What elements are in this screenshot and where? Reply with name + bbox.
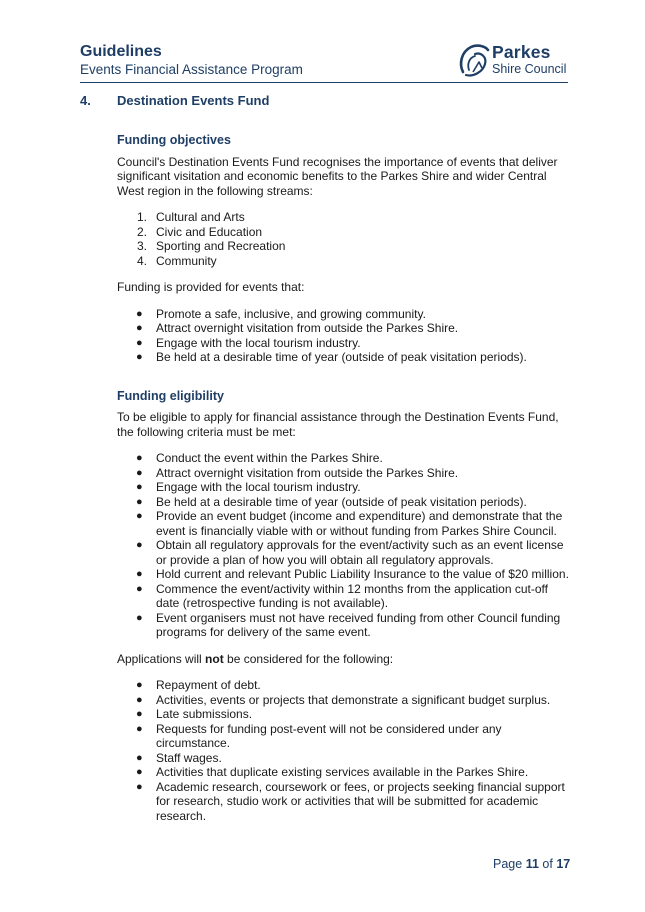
- list-item-text: Attract overnight visitation from outside the Parkes Shire.: [156, 321, 459, 335]
- list-item-text: Conduct the event within the Parkes Shire.: [156, 451, 383, 465]
- council-logo: [457, 42, 569, 80]
- page-of: of: [542, 857, 553, 871]
- eligibility-intro: To be eligible to apply for financial assistance through the Destination Events Fund, the following criteria must be met:: [117, 410, 559, 439]
- list-item: [117, 751, 572, 766]
- list-item: [117, 780, 572, 824]
- list-item-text: Requests for funding post-event will not be considered under any circumstance.: [156, 721, 502, 750]
- list-item-text: Sporting and Recreation: [156, 239, 286, 253]
- bullet-icon: ●: [136, 539, 143, 551]
- bullet-icon: ●: [136, 466, 143, 479]
- list-number: 4.: [137, 253, 148, 268]
- bullet-icon: ●: [136, 708, 143, 720]
- bullet-icon: ●: [136, 336, 143, 349]
- page-current: 11: [525, 857, 539, 871]
- bullet-icon: ●: [136, 495, 143, 508]
- page-label: Page: [493, 857, 523, 871]
- list-item-text: Provide an event budget (income and expenditure) and demonstrate that the event is financially viable with or without funding from Parkes Shire Council.: [156, 509, 563, 538]
- exclusions-list: [117, 678, 572, 823]
- list-item: [117, 451, 572, 466]
- streams-list: [117, 210, 572, 268]
- bullet-icon: ●: [136, 751, 143, 764]
- bullet-icon: ●: [136, 679, 143, 691]
- list-item-text: Community: [156, 253, 217, 268]
- list-item-text: Academic research, coursework or fees, or projects seeking financial support for research, studio work or activities that will be submitted for academic research.: [156, 779, 565, 823]
- logo-text-parkes: Parkes: [492, 42, 551, 62]
- list-item-text: Commence the event/activity within 12 months from the application cut-off date (retrospective funding is not available).: [156, 581, 548, 610]
- provided-list: [117, 307, 572, 365]
- list-item-text: Repayment of debt.: [156, 678, 261, 692]
- bullet-icon: ●: [136, 766, 143, 778]
- eligibility-heading: Funding eligibility: [117, 388, 224, 403]
- list-item-text: Activities, events or projects that demonstrate a significant budget surplus.: [156, 692, 551, 707]
- list-item-text: Attract overnight visitation from outside the Parkes Shire.: [156, 465, 459, 480]
- list-item-text: Be held at a desirable time of year (outside of peak visitation periods).: [156, 350, 527, 364]
- list-item: [117, 722, 572, 751]
- provided-intro: Funding is provided for events that:: [117, 280, 305, 294]
- section-title: Destination Events Fund: [117, 93, 270, 108]
- logo-text-shire-council: Shire Council: [492, 62, 567, 76]
- bullet-icon: ●: [136, 351, 143, 363]
- list-item: [117, 350, 572, 365]
- bullet-icon: ●: [136, 722, 143, 735]
- page-content: [117, 133, 572, 835]
- list-item-text: Event organisers must not have received funding from other Council funding programs for delivery of the same event.: [156, 610, 561, 639]
- bullet-icon: ●: [136, 693, 143, 706]
- bullet-icon: ●: [136, 568, 143, 580]
- list-item: [117, 480, 572, 495]
- list-item: [117, 321, 572, 336]
- bullet-icon: ●: [136, 322, 143, 334]
- list-item: [117, 210, 572, 225]
- list-item-text: Obtain all regulatory approvals for the event/activity such as an event license or provide a plan of how you will obtain all regulatory approvals.: [156, 538, 564, 567]
- list-item: [117, 538, 572, 567]
- document-subtitle: Events Financial Assistance Program: [80, 62, 303, 77]
- header-divider: [80, 82, 568, 83]
- list-item: [117, 254, 572, 269]
- list-item: [117, 678, 572, 693]
- bullet-icon: ●: [136, 780, 143, 793]
- list-item: [117, 225, 572, 240]
- list-item: [117, 582, 572, 611]
- criteria-list: [117, 451, 572, 640]
- list-item: [117, 239, 572, 254]
- page-total: 17: [556, 857, 571, 871]
- exclusions-intro-post: be considered for the following:: [223, 651, 394, 666]
- list-number: 2.: [137, 224, 148, 239]
- bullet-icon: ●: [136, 452, 143, 464]
- list-item-text: Staff wages.: [156, 750, 222, 765]
- document-title: Guidelines: [80, 43, 162, 60]
- list-item-text: Late submissions.: [156, 707, 253, 721]
- parkes-swirl-icon: [457, 42, 491, 78]
- list-number: 1.: [137, 210, 148, 224]
- list-item: [117, 707, 572, 722]
- bullet-icon: ●: [136, 611, 143, 624]
- list-item: [117, 466, 572, 481]
- list-item-text: Engage with the local tourism industry.: [156, 480, 361, 494]
- list-item: [117, 567, 572, 582]
- list-item: [117, 495, 572, 510]
- section-heading: [80, 93, 269, 108]
- exclusions-intro-bold: not: [205, 651, 224, 666]
- section-number: 4.: [80, 93, 91, 108]
- list-item-text: Activities that duplicate existing services available in the Parkes Shire.: [156, 765, 529, 779]
- exclusions-intro-pre: Applications will: [117, 651, 206, 666]
- list-item-text: Hold current and relevant Public Liability Insurance to the value of $20 million.: [156, 567, 569, 581]
- list-item: [117, 509, 572, 538]
- page-number: [493, 857, 570, 871]
- list-item: [117, 611, 572, 640]
- bullet-icon: ●: [136, 582, 143, 595]
- bullet-icon: ●: [136, 307, 143, 320]
- objectives-intro: Council's Destination Events Fund recognises the importance of events that deliver significant visitation and economic benefits to the Parkes Shire and wider Central West region in the following streams:: [117, 154, 558, 198]
- list-item: [117, 693, 572, 708]
- list-item-text: Promote a safe, inclusive, and growing community.: [156, 306, 426, 321]
- bullet-icon: ●: [136, 510, 143, 522]
- list-number: 3.: [137, 239, 148, 253]
- bullet-icon: ●: [136, 481, 143, 493]
- list-item: [117, 765, 572, 780]
- objectives-heading: Funding objectives: [117, 133, 231, 147]
- list-item: [117, 307, 572, 322]
- list-item-text: Be held at a desirable time of year (outside of peak visitation periods).: [156, 494, 527, 509]
- list-item-text: Civic and Education: [156, 224, 263, 239]
- list-item-text: Cultural and Arts: [156, 210, 245, 224]
- list-item-text: Engage with the local tourism industry.: [156, 335, 361, 350]
- exclusions-intro: [117, 652, 572, 667]
- list-item: [117, 336, 572, 351]
